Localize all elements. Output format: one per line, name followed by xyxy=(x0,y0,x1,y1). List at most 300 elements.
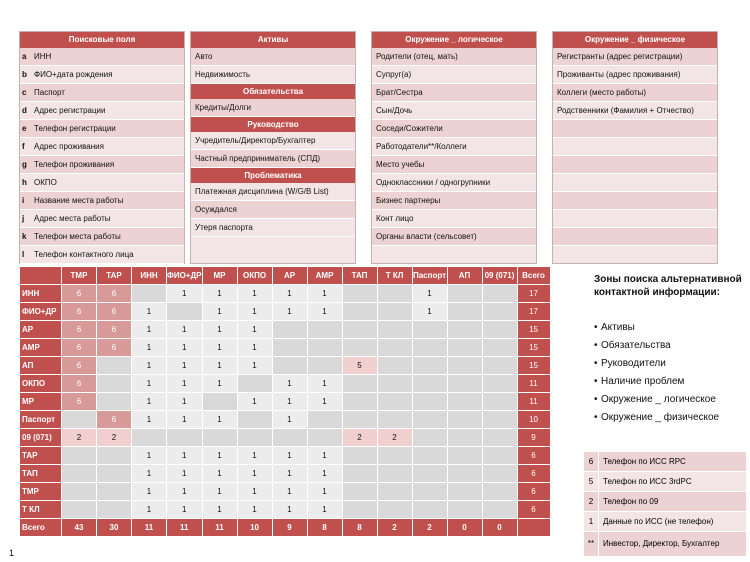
table-cell xyxy=(448,375,482,392)
table-cell xyxy=(378,339,412,356)
table-cell xyxy=(448,411,482,428)
table-cell xyxy=(483,339,517,356)
legend-key: 6 xyxy=(584,452,598,471)
item-label: Работодатели**/Коллеги xyxy=(376,142,467,151)
search-zones-list xyxy=(594,319,744,427)
table-cell xyxy=(343,411,377,428)
table-cell xyxy=(238,429,272,446)
search-matrix-table xyxy=(19,266,551,537)
table-cell xyxy=(483,375,517,392)
item-label: Телефон места работы xyxy=(34,232,121,241)
panel-header: Поисковые поля xyxy=(20,32,184,48)
table-cell: 1 xyxy=(203,339,237,356)
legend-label: Телефон по ИСС RPC xyxy=(599,452,746,471)
table-row xyxy=(20,465,550,482)
table-cell xyxy=(448,447,482,464)
table-cell xyxy=(413,321,447,338)
legend-label: Телефон по ИСС 3rdPC xyxy=(599,472,746,491)
total-cell: 2 xyxy=(378,519,412,536)
table-cell xyxy=(448,465,482,482)
column-header: ТМР xyxy=(62,267,96,284)
table-cell xyxy=(483,447,517,464)
row-header: ФИО+ДР xyxy=(20,303,61,320)
table-cell xyxy=(448,321,482,338)
table-cell xyxy=(483,321,517,338)
empty-row xyxy=(553,156,717,174)
total-cell: 30 xyxy=(97,519,131,536)
table-row xyxy=(20,375,550,392)
table-cell: 6 xyxy=(62,375,96,392)
table-cell xyxy=(343,375,377,392)
table-cell: 1 xyxy=(132,447,166,464)
table-cell xyxy=(483,393,517,410)
item-label: Частный предприниматель (СПД) xyxy=(195,154,321,163)
table-cell: 1 xyxy=(132,411,166,428)
list-item xyxy=(594,373,744,391)
legend-item xyxy=(584,492,746,511)
item-label: Осуждался xyxy=(195,205,237,214)
column-header: ТАР xyxy=(97,267,131,284)
item-label: Телефон проживания xyxy=(34,160,115,169)
item-label: Руководители xyxy=(601,358,666,369)
item-label: Органы власти (сельсовет) xyxy=(376,232,477,241)
table-cell xyxy=(483,357,517,374)
list-item xyxy=(372,228,536,246)
table-cell: 1 xyxy=(308,303,342,320)
table-cell: 1 xyxy=(167,411,202,428)
row-header: Всего xyxy=(20,519,61,536)
table-cell: 1 xyxy=(167,339,202,356)
table-cell: 1 xyxy=(203,483,237,500)
list-item xyxy=(20,84,184,102)
row-total: 6 xyxy=(518,465,550,482)
table-cell xyxy=(62,483,96,500)
table-cell: 1 xyxy=(273,501,307,518)
table-cell: 1 xyxy=(238,447,272,464)
table-cell xyxy=(343,303,377,320)
panel-header: Активы xyxy=(191,32,355,48)
table-cell xyxy=(62,501,96,518)
table-cell: 1 xyxy=(203,303,237,320)
table-cell xyxy=(378,393,412,410)
table-cell: 6 xyxy=(62,303,96,320)
total-cell: 9 xyxy=(273,519,307,536)
row-header: АП xyxy=(20,357,61,374)
table-cell xyxy=(97,501,131,518)
list-item xyxy=(553,102,717,120)
list-item xyxy=(594,319,744,337)
item-label: Учредитель/Директор/Бухгалтер xyxy=(195,136,316,145)
item-label: Обязательства xyxy=(601,340,671,351)
item-label: Телефон регистрации xyxy=(34,124,116,133)
legend-label: Инвестор, Директор, Бухгалтер xyxy=(599,532,746,556)
table-cell: 1 xyxy=(273,303,307,320)
column-header: 09 (071) xyxy=(483,267,517,284)
section-header: Руководство xyxy=(191,117,355,132)
table-cell xyxy=(483,501,517,518)
column-header: ФИО+ДР xyxy=(167,267,202,284)
row-total: 6 xyxy=(518,447,550,464)
table-row xyxy=(20,285,550,302)
table-cell: 1 xyxy=(413,303,447,320)
item-label: Родители (отец, мать) xyxy=(376,52,458,61)
list-item xyxy=(372,48,536,66)
item-letter: c xyxy=(22,88,27,97)
list-item xyxy=(553,84,717,102)
item-label: Одноклассники / одногрупники xyxy=(376,178,491,187)
table-row xyxy=(20,303,550,320)
table-cell: 1 xyxy=(132,465,166,482)
legend-item xyxy=(584,532,746,556)
list-item xyxy=(191,201,355,219)
column-header: ИНН xyxy=(132,267,166,284)
table-cell xyxy=(378,321,412,338)
table-cell xyxy=(378,447,412,464)
item-label: Родственники (Фамилия + Отчество) xyxy=(557,106,694,115)
column-header: ОКПО xyxy=(238,267,272,284)
row-header: АР xyxy=(20,321,61,338)
row-total: 9 xyxy=(518,429,550,446)
table-cell: 1 xyxy=(273,465,307,482)
empty-row xyxy=(553,138,717,156)
total-cell xyxy=(518,519,550,536)
total-cell: 0 xyxy=(448,519,482,536)
table-cell xyxy=(378,285,412,302)
column-header: АМР xyxy=(308,267,342,284)
table-cell: 1 xyxy=(167,447,202,464)
table-cell xyxy=(97,393,131,410)
table-cell: 2 xyxy=(343,429,377,446)
table-cell xyxy=(413,465,447,482)
item-label: Бизнес партнеры xyxy=(376,196,441,205)
total-cell: 8 xyxy=(308,519,342,536)
column-header: АР xyxy=(273,267,307,284)
table-cell: 1 xyxy=(132,393,166,410)
table-cell xyxy=(448,303,482,320)
item-label: Окружение _ логическое xyxy=(601,394,716,405)
table-cell xyxy=(448,339,482,356)
item-label: Конт лицо xyxy=(376,214,414,223)
list-item xyxy=(191,48,355,66)
item-label: Наличие проблем xyxy=(601,376,685,387)
table-cell: 2 xyxy=(97,429,131,446)
table-cell xyxy=(97,483,131,500)
list-item xyxy=(372,120,536,138)
table-cell: 1 xyxy=(238,483,272,500)
table-cell xyxy=(448,357,482,374)
list-item xyxy=(20,102,184,120)
list-item xyxy=(372,102,536,120)
item-label: Проживанты (адрес проживания) xyxy=(557,70,681,79)
table-cell: 2 xyxy=(378,429,412,446)
table-corner xyxy=(20,267,61,284)
item-letter: j xyxy=(22,214,25,223)
row-total: 10 xyxy=(518,411,550,428)
list-item xyxy=(20,228,184,246)
table-cell: 2 xyxy=(62,429,96,446)
search-zones-title: Зоны поиска альтернативной контактной информации: xyxy=(594,274,742,298)
table-cell xyxy=(413,357,447,374)
list-item xyxy=(20,120,184,138)
table-cell xyxy=(343,465,377,482)
list-item xyxy=(191,132,355,150)
list-item xyxy=(553,48,717,66)
list-item xyxy=(594,409,744,427)
item-letter: d xyxy=(22,106,27,115)
item-letter: b xyxy=(22,70,27,79)
table-cell: 1 xyxy=(167,501,202,518)
item-label: Паспорт xyxy=(34,88,65,97)
table-cell xyxy=(413,447,447,464)
table-cell xyxy=(343,339,377,356)
item-label: Окружение _ физическое xyxy=(601,412,720,423)
table-row xyxy=(20,357,550,374)
table-cell xyxy=(448,483,482,500)
item-label: Соседи/Сожители xyxy=(376,124,443,133)
table-cell xyxy=(132,285,166,302)
table-cell: 1 xyxy=(167,357,202,374)
item-letter: l xyxy=(22,250,25,259)
table-cell xyxy=(448,501,482,518)
table-cell xyxy=(343,285,377,302)
table-cell: 1 xyxy=(167,321,202,338)
table-cell: 1 xyxy=(308,375,342,392)
table-cell xyxy=(378,501,412,518)
panel-physical-environment xyxy=(552,31,718,264)
item-label: Кредиты/Долги xyxy=(195,103,251,112)
table-cell: 5 xyxy=(343,357,377,374)
table-cell: 1 xyxy=(273,447,307,464)
list-item xyxy=(191,99,355,117)
table-cell xyxy=(308,339,342,356)
table-cell: 1 xyxy=(238,393,272,410)
table-cell xyxy=(378,483,412,500)
table-cell: 6 xyxy=(97,321,131,338)
table-cell xyxy=(378,357,412,374)
table-cell: 1 xyxy=(238,303,272,320)
table-cell xyxy=(448,429,482,446)
list-item xyxy=(372,192,536,210)
panel-logical-environment xyxy=(371,31,537,264)
item-letter: h xyxy=(22,178,27,187)
total-cell: 11 xyxy=(167,519,202,536)
table-cell xyxy=(378,303,412,320)
panel-header: Окружение _ физическое xyxy=(553,32,717,48)
table-cell: 6 xyxy=(62,393,96,410)
table-cell: 1 xyxy=(413,285,447,302)
item-label: ФИО+дата рождения xyxy=(34,70,113,79)
row-header: ОКПО xyxy=(20,375,61,392)
item-label: Коллеги (место работы) xyxy=(557,88,647,97)
table-cell xyxy=(273,321,307,338)
table-cell xyxy=(413,429,447,446)
empty-row xyxy=(553,210,717,228)
total-cell: 10 xyxy=(238,519,272,536)
bullet-icon: • xyxy=(594,340,598,351)
row-header: 09 (071) xyxy=(20,429,61,446)
table-cell: 1 xyxy=(132,357,166,374)
table-row xyxy=(20,393,550,410)
empty-row xyxy=(553,174,717,192)
table-cell xyxy=(203,429,237,446)
list-item xyxy=(191,150,355,168)
table-cell xyxy=(343,483,377,500)
table-cell xyxy=(167,303,202,320)
item-letter: g xyxy=(22,160,27,169)
item-label: Название места работы xyxy=(34,196,124,205)
table-cell xyxy=(132,429,166,446)
panel-assets xyxy=(190,31,356,264)
table-cell xyxy=(308,429,342,446)
list-item xyxy=(20,210,184,228)
table-cell xyxy=(238,411,272,428)
row-header: ТАП xyxy=(20,465,61,482)
item-label: ИНН xyxy=(34,52,52,61)
table-row xyxy=(20,447,550,464)
total-cell: 2 xyxy=(413,519,447,536)
table-row xyxy=(20,501,550,518)
bullet-icon: • xyxy=(594,394,598,405)
table-cell xyxy=(413,483,447,500)
total-cell: 8 xyxy=(343,519,377,536)
legend-key: 2 xyxy=(584,492,598,511)
table-cell: 6 xyxy=(62,321,96,338)
bullet-icon: • xyxy=(594,376,598,387)
column-header: МР xyxy=(203,267,237,284)
item-letter: i xyxy=(22,196,25,205)
table-cell: 1 xyxy=(308,483,342,500)
item-label: Брат/Сестра xyxy=(376,88,423,97)
table-cell xyxy=(483,285,517,302)
list-item xyxy=(20,192,184,210)
table-cell xyxy=(413,501,447,518)
list-item xyxy=(372,156,536,174)
row-total: 6 xyxy=(518,483,550,500)
table-cell xyxy=(308,411,342,428)
table-cell: 1 xyxy=(203,501,237,518)
legend-item xyxy=(584,452,746,471)
table-row xyxy=(20,429,550,446)
table-cell xyxy=(378,375,412,392)
list-item xyxy=(20,246,184,264)
table-cell: 6 xyxy=(97,411,131,428)
list-item xyxy=(594,355,744,373)
item-label: Утеря паспорта xyxy=(195,223,253,232)
table-cell xyxy=(413,375,447,392)
list-item xyxy=(191,219,355,237)
column-header: ТАП xyxy=(343,267,377,284)
total-cell: 0 xyxy=(483,519,517,536)
item-label: Адрес регистрации xyxy=(34,106,106,115)
table-cell xyxy=(273,339,307,356)
table-cell xyxy=(483,411,517,428)
row-header: Паспорт xyxy=(20,411,61,428)
table-cell: 1 xyxy=(273,483,307,500)
table-cell: 1 xyxy=(132,483,166,500)
panel-header: Окружение _ логическое xyxy=(372,32,536,48)
table-cell xyxy=(308,357,342,374)
table-cell: 1 xyxy=(132,501,166,518)
table-cell: 1 xyxy=(167,375,202,392)
table-row xyxy=(20,411,550,428)
item-label: Сын/Дочь xyxy=(376,106,413,115)
legend-table xyxy=(583,451,747,557)
search-zones xyxy=(594,273,744,427)
list-item xyxy=(191,183,355,201)
item-label: Недвижимость xyxy=(195,70,251,79)
item-letter: k xyxy=(22,232,27,241)
table-cell xyxy=(378,465,412,482)
list-item xyxy=(594,337,744,355)
table-cell: 1 xyxy=(308,285,342,302)
list-item xyxy=(20,48,184,66)
section-header: Проблематика xyxy=(191,168,355,183)
row-header: ТМР xyxy=(20,483,61,500)
totals-row xyxy=(20,519,550,536)
list-item xyxy=(20,174,184,192)
table-row xyxy=(20,321,550,338)
item-label: Регистранты (адрес регистрации) xyxy=(557,52,683,61)
table-cell xyxy=(343,321,377,338)
table-cell: 1 xyxy=(308,393,342,410)
table-cell xyxy=(343,501,377,518)
table-cell: 1 xyxy=(203,411,237,428)
table-cell: 1 xyxy=(132,321,166,338)
table-cell: 1 xyxy=(132,339,166,356)
item-label: Телефон контактного лица xyxy=(34,250,134,259)
table-cell: 1 xyxy=(238,465,272,482)
row-total: 15 xyxy=(518,357,550,374)
table-cell: 6 xyxy=(62,285,96,302)
empty-row xyxy=(553,192,717,210)
list-item xyxy=(372,138,536,156)
table-cell: 1 xyxy=(308,447,342,464)
table-cell: 1 xyxy=(273,411,307,428)
list-item xyxy=(553,66,717,84)
column-header: Паспорт xyxy=(413,267,447,284)
row-total: 17 xyxy=(518,285,550,302)
table-cell: 1 xyxy=(273,375,307,392)
column-header: Всего xyxy=(518,267,550,284)
list-item xyxy=(372,210,536,228)
bullet-icon: • xyxy=(594,358,598,369)
legend-item xyxy=(584,512,746,531)
table-cell xyxy=(62,465,96,482)
row-total: 11 xyxy=(518,375,550,392)
item-label: Авто xyxy=(195,52,213,61)
table-cell: 1 xyxy=(203,321,237,338)
column-header: Т КЛ xyxy=(378,267,412,284)
table-cell: 1 xyxy=(308,501,342,518)
legend-label: Данные по ИСС (не телефон) xyxy=(599,512,746,531)
table-cell: 1 xyxy=(238,357,272,374)
table-cell xyxy=(97,357,131,374)
table-header-row xyxy=(20,267,550,284)
row-header: МР xyxy=(20,393,61,410)
table-cell: 1 xyxy=(167,483,202,500)
table-cell: 1 xyxy=(238,321,272,338)
list-item xyxy=(594,391,744,409)
row-total: 6 xyxy=(518,501,550,518)
bullet-icon: • xyxy=(594,412,598,423)
table-cell xyxy=(483,483,517,500)
table-cell xyxy=(167,429,202,446)
table-cell: 6 xyxy=(62,339,96,356)
legend-label: Телефон по 09 xyxy=(599,492,746,511)
list-item xyxy=(20,66,184,84)
item-label: Место учебы xyxy=(376,160,425,169)
column-header: АП xyxy=(448,267,482,284)
